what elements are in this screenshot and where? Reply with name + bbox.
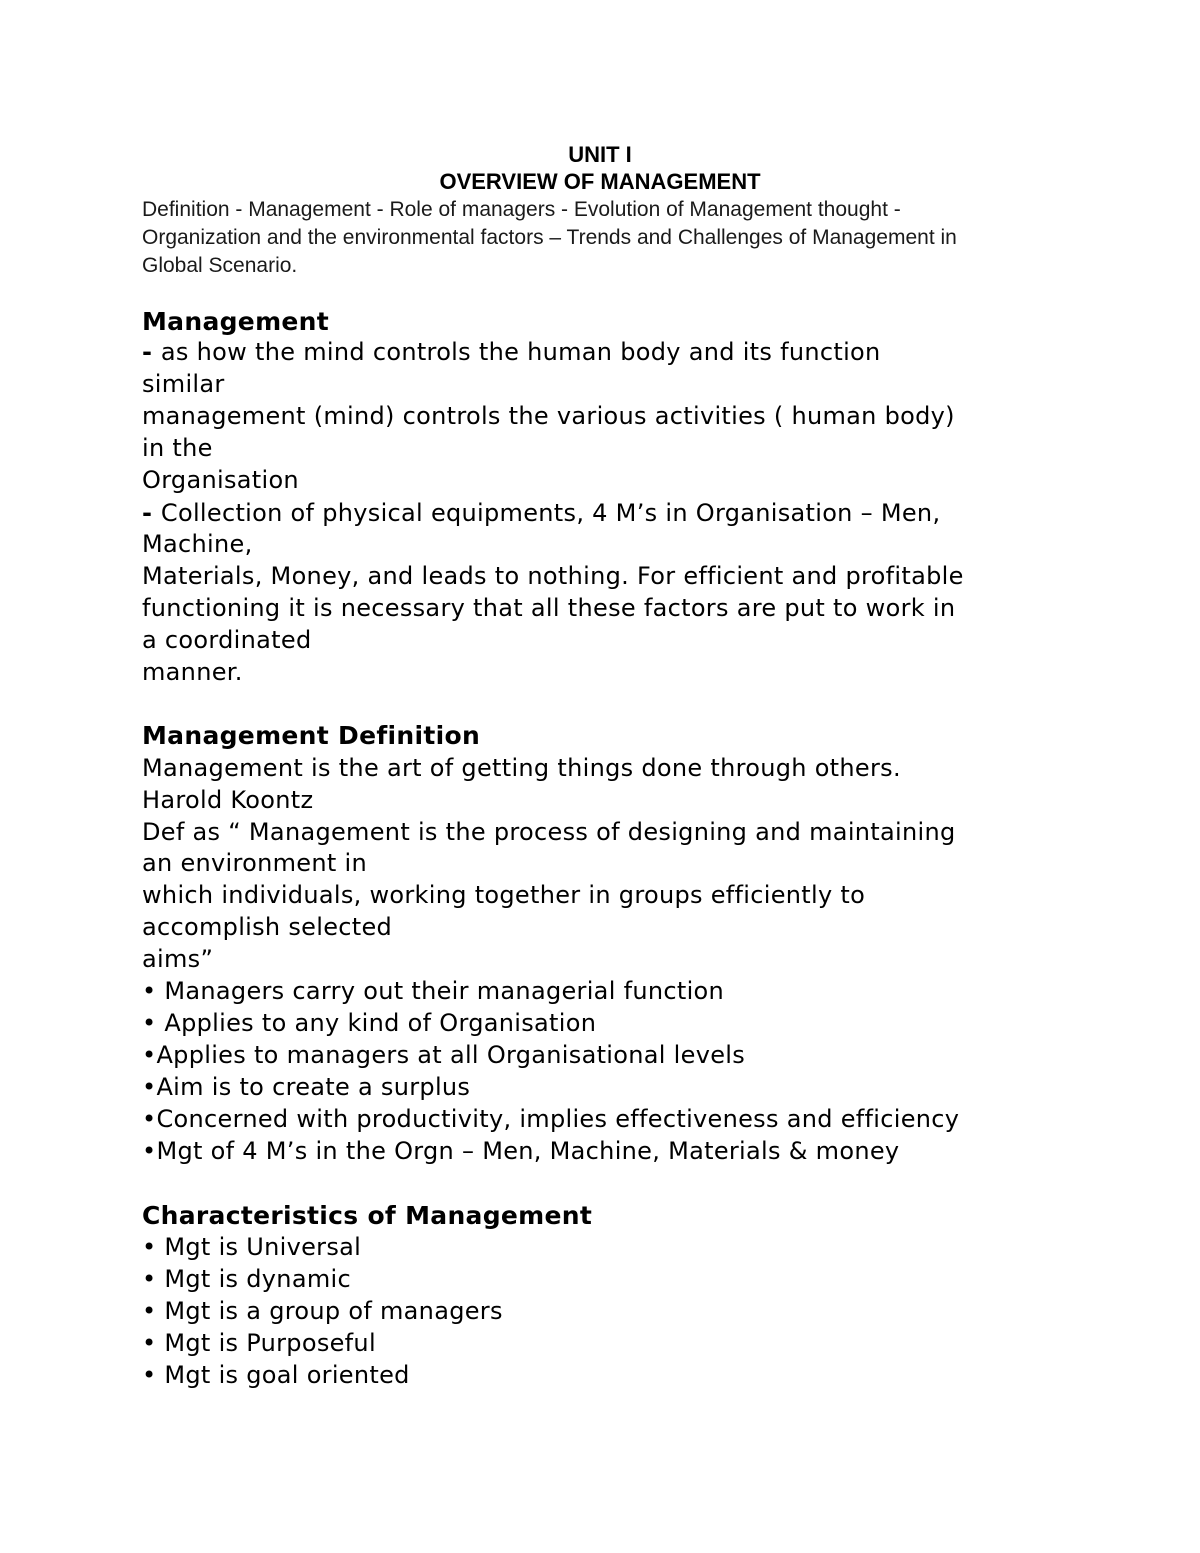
section-heading-characteristics: Characteristics of Management — [142, 1201, 593, 1230]
body-line: aims” — [142, 945, 214, 973]
bullet-item: • Mgt is Universal — [142, 1233, 362, 1261]
dash-marker: - — [142, 499, 161, 527]
body-line: functioning it is necessary that all these factors are put to work in — [142, 594, 956, 622]
bullet-item: • Mgt is goal oriented — [142, 1361, 410, 1389]
body-line — [142, 498, 940, 529]
body-line: Harold Koontz — [142, 786, 314, 814]
bullet-item: • Mgt is a group of managers — [142, 1297, 503, 1325]
bullet-item: •Aim is to create a surplus — [142, 1073, 471, 1101]
bullet-item: •Applies to managers at all Organisational levels — [142, 1041, 746, 1069]
body-text: as how the mind controls the human body and its function — [160, 338, 881, 366]
body-line: Materials, Money, and leads to nothing. For efficient and profitable — [142, 562, 964, 590]
body-line: similar — [142, 370, 225, 398]
body-text: Collection of physical equipments, 4 M’s in Organisation – Men, — [160, 499, 941, 527]
body-line — [142, 337, 881, 368]
body-line: Def as “ Management is the process of designing and maintaining — [142, 818, 956, 846]
syllabus-line: Organization and the environmental factors – Trends and Challenges of Management in — [142, 226, 957, 249]
bullet-item: •Concerned with productivity, implies effectiveness and efficiency — [142, 1105, 960, 1133]
body-line: which individuals, working together in groups efficiently to — [142, 881, 866, 909]
body-line: Machine, — [142, 530, 253, 558]
body-line: management (mind) controls the various activities ( human body) — [142, 402, 955, 430]
bullet-item: • Applies to any kind of Organisation — [142, 1009, 597, 1037]
syllabus-line: Global Scenario. — [142, 254, 298, 277]
syllabus-line: Definition - Management - Role of managers - Evolution of Management thought - — [142, 198, 901, 221]
bullet-item: •Mgt of 4 M’s in the Orgn – Men, Machine, Materials & money — [142, 1137, 900, 1165]
body-line: in the — [142, 434, 213, 462]
unit-label: UNIT I — [568, 142, 632, 167]
body-line: Management is the art of getting things done through others. — [142, 754, 901, 782]
bullet-item: • Managers carry out their managerial function — [142, 977, 725, 1005]
body-line: accomplish selected — [142, 913, 393, 941]
body-line: manner. — [142, 658, 243, 686]
document-title: OVERVIEW OF MANAGEMENT — [439, 169, 761, 194]
body-line: a coordinated — [142, 626, 312, 654]
body-line: Organisation — [142, 466, 299, 494]
bullet-item: • Mgt is dynamic — [142, 1265, 351, 1293]
section-heading-management: Management — [142, 307, 330, 336]
bullet-item: • Mgt is Purposeful — [142, 1329, 376, 1357]
body-line: an environment in — [142, 849, 368, 877]
dash-marker: - — [142, 338, 161, 366]
section-heading-definition: Management Definition — [142, 721, 481, 750]
